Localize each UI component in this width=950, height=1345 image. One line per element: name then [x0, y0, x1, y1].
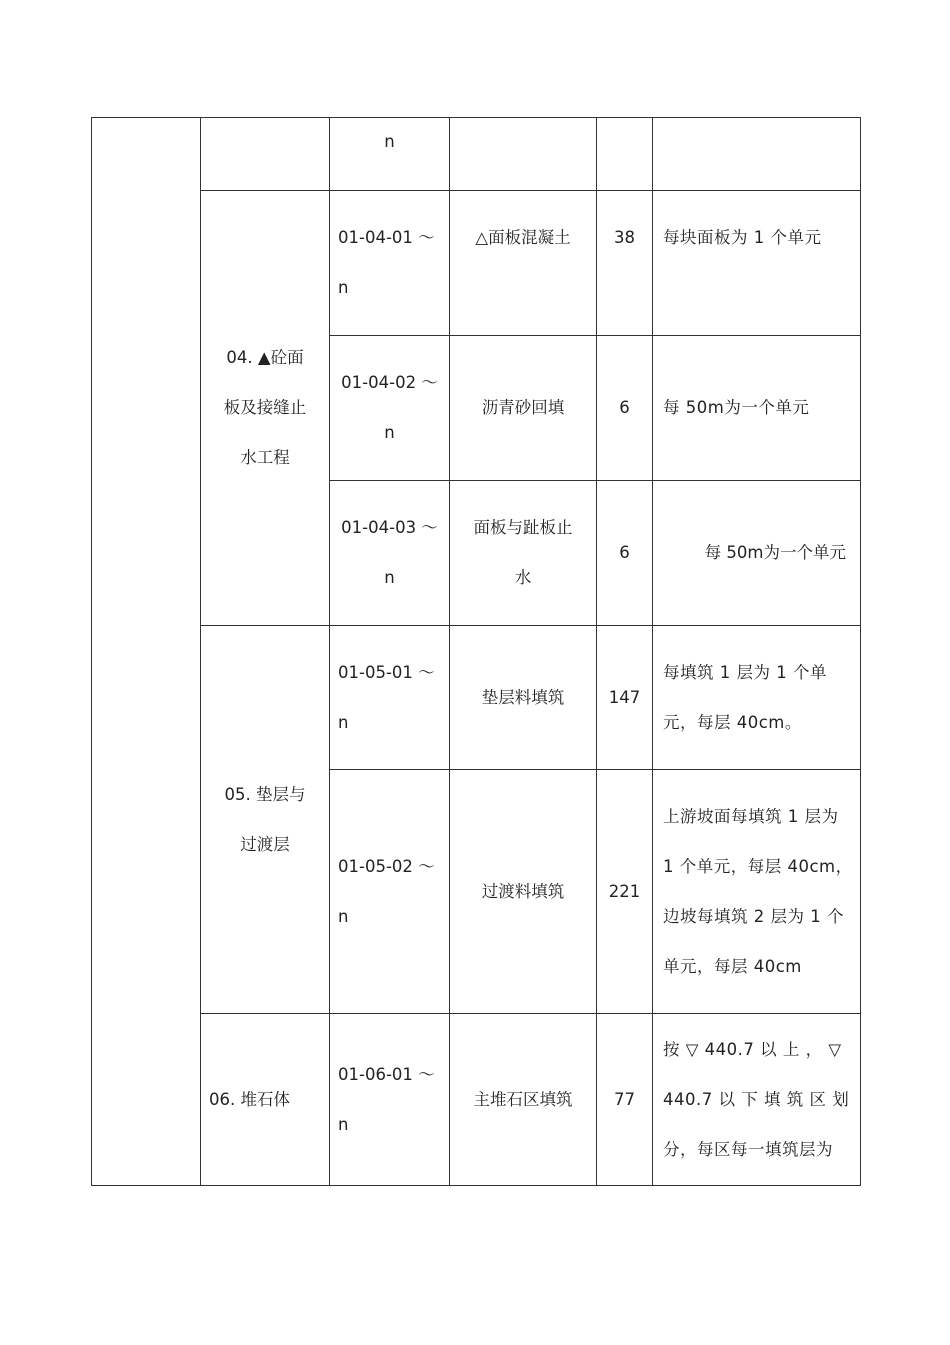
- code-cell: [330, 1014, 450, 1186]
- name-cell: [450, 481, 597, 626]
- code-cell: [330, 191, 450, 336]
- division-cell: 06. 堆石体: [201, 1014, 330, 1186]
- count-cell: 6: [597, 481, 653, 626]
- desc-line: 元，每层 40cm。: [663, 712, 802, 732]
- division-cell: [201, 191, 330, 626]
- code-cell: [330, 770, 450, 1014]
- count-cell: 77: [597, 1014, 653, 1186]
- code-cell: [330, 336, 450, 481]
- table-row: [92, 626, 861, 770]
- desc-cell: [653, 626, 861, 770]
- count-cell: 221: [597, 770, 653, 1014]
- desc-cell: 每块面板为 1 个单元: [653, 191, 861, 336]
- division-line: 水工程: [240, 448, 290, 467]
- name-cell: 沥青砂回填: [450, 336, 597, 481]
- name-cell: 垫层料填筑: [450, 626, 597, 770]
- name-cell: △面板混凝土: [450, 191, 597, 336]
- code-line: n: [338, 712, 349, 732]
- division-line: 05. 垫层与: [224, 784, 306, 804]
- code-cell: n: [330, 118, 450, 191]
- code-line: 01-05-01 ～: [338, 662, 435, 682]
- code-cell: [330, 626, 450, 770]
- count-cell: [597, 118, 653, 191]
- project-column-cell: [92, 118, 201, 1186]
- desc-cell: 每 50m为一个单元: [653, 481, 861, 626]
- division-line: 过渡层: [240, 834, 290, 854]
- code-line: n: [338, 1114, 349, 1134]
- division-cell: [201, 118, 330, 191]
- code-line: 01-04-02 ～: [341, 373, 438, 392]
- desc-cell: [653, 1014, 861, 1186]
- desc-line: 上游坡面每填筑 1 层为: [663, 806, 839, 826]
- name-cell: 过渡料填筑: [450, 770, 597, 1014]
- code-line: 01-05-02 ～: [338, 856, 435, 876]
- name-cell: [450, 118, 597, 191]
- code-line: n: [384, 568, 395, 587]
- desc-line: 单元，每层 40cm: [663, 956, 802, 976]
- name-line: 水: [514, 568, 532, 587]
- desc-line: 每填筑 1 层为 1 个单: [663, 662, 827, 682]
- code-line: n: [338, 278, 349, 297]
- desc-line: 按 ▽ 440.7 以 上 ， ▽: [663, 1039, 842, 1059]
- table-row: [92, 118, 861, 191]
- count-cell: 38: [597, 191, 653, 336]
- division-line: 板及接缝止: [223, 398, 307, 417]
- name-line: 面板与趾板止: [473, 518, 573, 537]
- division-cell: [201, 626, 330, 1014]
- count-cell: 147: [597, 626, 653, 770]
- division-line: 04. ▲砼面: [226, 348, 304, 367]
- desc-cell: [653, 118, 861, 191]
- table-row: [92, 1014, 861, 1186]
- desc-cell: [653, 770, 861, 1014]
- desc-line: 1 个单元，每层 40cm，: [663, 856, 853, 876]
- table-row: [92, 191, 861, 336]
- code-line: 01-04-03 ～: [341, 518, 438, 537]
- code-cell: [330, 481, 450, 626]
- unit-division-table: [91, 117, 861, 1186]
- name-cell: 主堆石区填筑: [450, 1014, 597, 1186]
- desc-line: 分，每区每一填筑层为: [663, 1139, 833, 1159]
- code-line: n: [384, 423, 395, 442]
- desc-cell: 每 50m为一个单元: [653, 336, 861, 481]
- code-line: n: [338, 906, 349, 926]
- desc-line: 440.7 以 下 填 筑 区 划: [663, 1089, 850, 1109]
- code-line: 01-04-01 ～: [338, 228, 435, 247]
- count-cell: 6: [597, 336, 653, 481]
- code-line: 01-06-01 ～: [338, 1064, 435, 1084]
- desc-line: 边坡每填筑 2 层为 1 个: [663, 906, 844, 926]
